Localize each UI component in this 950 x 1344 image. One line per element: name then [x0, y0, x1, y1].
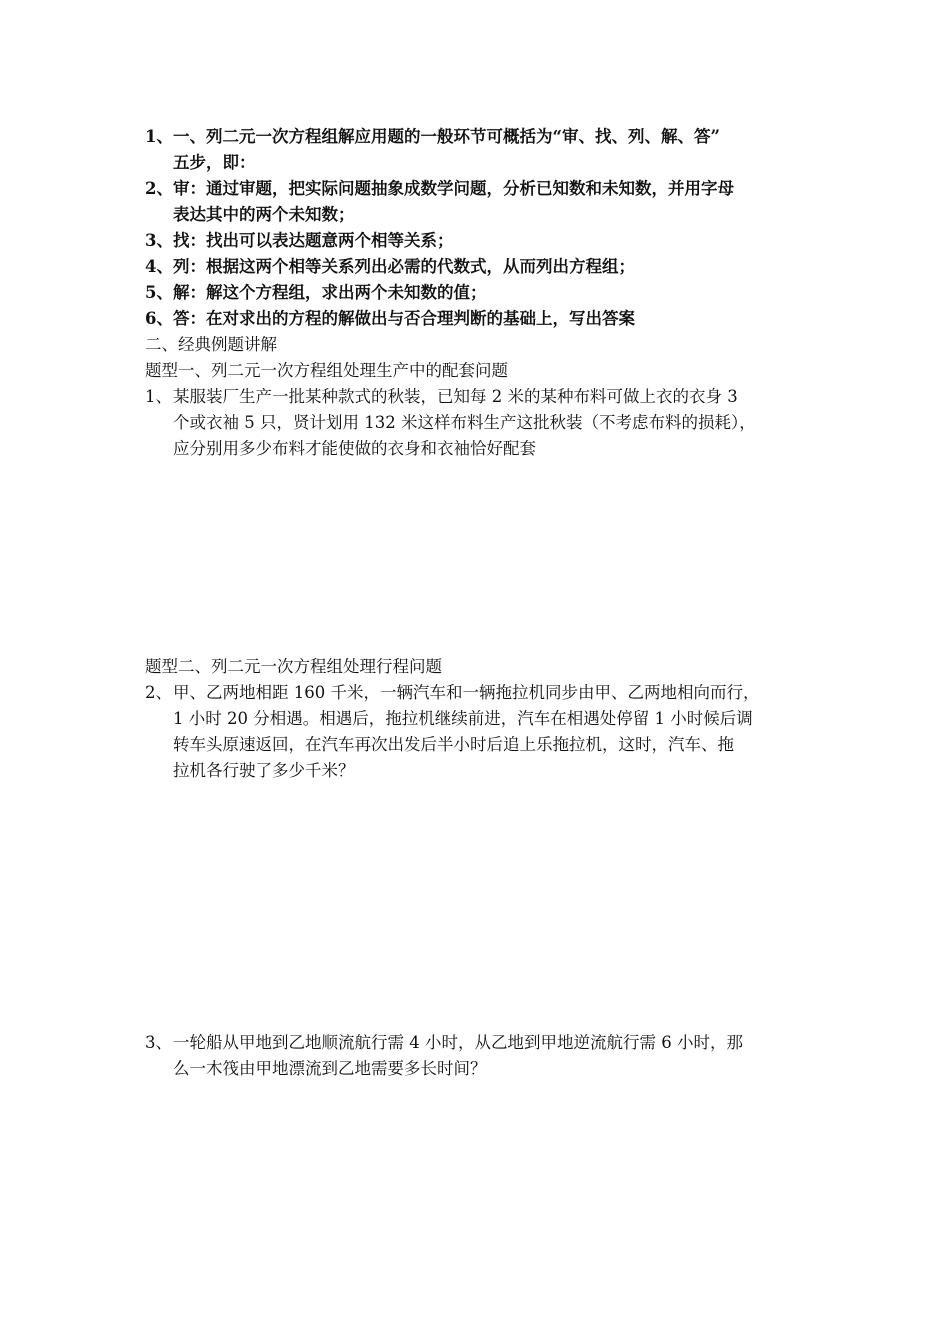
problem-1-text-1: 某服装厂生产一批某种款式的秋装，已知每 2 米的某种布料可做上衣的衣身 3 [173, 387, 738, 406]
step-5-number: 5、 [145, 283, 173, 302]
problem-1-number: 1、 [145, 387, 172, 406]
step-3-number: 3、 [145, 231, 173, 250]
problem-3-text-1: 一轮船从甲地到乙地顺流航行需 4 小时，从乙地到甲地逆流航行需 6 小时，那 [173, 1033, 743, 1052]
problem-2-text-2: 1 小时 20 分相遇。相遇后，拖拉机继续前进，汽车在相遇处停留 1 小时候后调 [173, 709, 753, 728]
problem-3-number: 3、 [145, 1033, 172, 1052]
problem-1-text-2: 个或衣袖 5 只，贤计划用 132 米这样布料生产这批秋装（不考虑布料的损耗）， [173, 413, 756, 432]
problem-1-text-3: 应分别用多少布料才能使做的衣身和衣袖恰好配套 [173, 439, 536, 458]
step-2-text: 审：通过审题，把实际问题抽象成数学问题，分析已知数和未知数，并用字母 [173, 179, 734, 198]
problem-2-text-1: 甲、乙两地相距 160 千米，一辆汽车和一辆拖拉机同步由甲、乙两地相向而行， [173, 683, 760, 702]
step-2-number: 2、 [145, 179, 173, 198]
section-heading: 二、经典例题讲解 [145, 335, 277, 354]
type2-heading: 题型二、列二元一次方程组处理行程问题 [145, 657, 442, 676]
step-3-text: 找：找出可以表达题意两个相等关系； [173, 231, 454, 250]
step-4-number: 4、 [145, 257, 173, 276]
problem-3-text-2: 么一木筏由甲地漂流到乙地需要多长时间？ [173, 1059, 487, 1078]
problem-2-number: 2、 [145, 683, 172, 702]
step-6-number: 6、 [145, 309, 173, 328]
step-2-text-cont: 表达其中的两个未知数； [173, 205, 355, 224]
problem-2-text-3: 转车头原速返回，在汽车再次出发后半小时后追上乐拖拉机，这时，汽车、拖 [173, 735, 734, 754]
step-6-text: 答：在对求出的方程的解做出与否合理判断的基础上，写出答案 [173, 309, 635, 328]
step-1-text: 一、列二元一次方程组解应用题的一般环节可概括为“审、找、列、解、答” [173, 127, 720, 146]
step-5-text: 解：解这个方程组，求出两个未知数的值； [173, 283, 487, 302]
step-4-text: 列：根据这两个相等关系列出必需的代数式，从而列出方程组； [173, 257, 635, 276]
step-1-text-cont: 五步，即： [173, 153, 256, 172]
problem-2-text-4: 拉机各行驶了多少千米？ [173, 761, 355, 780]
type1-heading: 题型一、列二元一次方程组处理生产中的配套问题 [145, 361, 508, 380]
step-1-number: 1、 [145, 127, 173, 146]
